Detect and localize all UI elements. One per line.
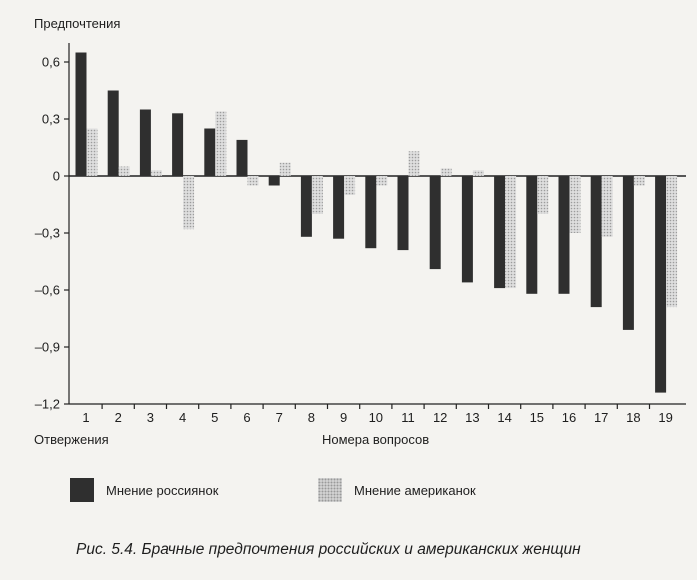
x-tick-label: 6 bbox=[243, 410, 251, 425]
bar-russian bbox=[430, 176, 441, 269]
x-tick-label: 16 bbox=[561, 410, 577, 425]
y-tick-label: 0 bbox=[52, 168, 60, 184]
x-tick-label: 12 bbox=[432, 410, 448, 425]
bar-russian bbox=[269, 176, 280, 186]
bar-russian bbox=[172, 113, 183, 176]
x-tick-label: 18 bbox=[626, 410, 641, 425]
bar-american bbox=[248, 176, 259, 186]
bar-american bbox=[312, 176, 323, 214]
bar-russian bbox=[655, 176, 666, 393]
x-tick-label: 5 bbox=[211, 410, 219, 425]
bar-russian bbox=[333, 176, 344, 239]
x-tick-label: 3 bbox=[146, 410, 155, 425]
y-tick-label: –0,3 bbox=[34, 225, 60, 241]
x-tick-label: 7 bbox=[275, 410, 283, 425]
bar-russian bbox=[204, 129, 215, 177]
legend-item-american bbox=[318, 478, 476, 502]
x-tick-label: 14 bbox=[497, 410, 512, 425]
x-tick-label: 13 bbox=[465, 410, 480, 425]
bar-american bbox=[119, 167, 130, 177]
x-tick-label: 9 bbox=[339, 410, 348, 425]
bar-russian bbox=[108, 91, 119, 177]
legend-item-russian bbox=[70, 478, 218, 502]
x-tick-label: 10 bbox=[368, 410, 384, 425]
bar-american bbox=[151, 170, 162, 176]
bar-russian bbox=[237, 140, 248, 176]
bar-american bbox=[409, 151, 420, 176]
bar-russian bbox=[591, 176, 602, 307]
bar-russian bbox=[365, 176, 376, 248]
bar-american bbox=[602, 176, 613, 237]
bar-russian bbox=[559, 176, 570, 294]
figure-caption: Рис. 5.4. Брачные предпочтения российских и американских женщин bbox=[76, 541, 581, 558]
y-tick-label: –1,2 bbox=[34, 396, 60, 412]
y-tick-label: –0,6 bbox=[34, 282, 60, 298]
y-axis-label-rejections: Отвержения bbox=[34, 432, 109, 447]
x-tick-label: 19 bbox=[658, 410, 673, 425]
y-tick-label: 0,6 bbox=[41, 54, 60, 70]
x-tick-label: 1 bbox=[82, 410, 90, 425]
bar-american bbox=[570, 176, 581, 233]
bar-russian bbox=[76, 53, 87, 177]
bar-russian bbox=[398, 176, 409, 250]
x-tick-label: 11 bbox=[401, 410, 415, 425]
x-tick-label: 15 bbox=[529, 410, 545, 425]
bar-american bbox=[280, 163, 291, 176]
bar-american bbox=[376, 176, 387, 186]
legend-swatch-russian bbox=[70, 478, 94, 502]
bar-american bbox=[473, 170, 484, 176]
legend-swatch-american bbox=[318, 478, 342, 502]
bar-russian bbox=[623, 176, 634, 330]
bar-american bbox=[344, 176, 355, 195]
y-tick-label: 0,3 bbox=[41, 111, 60, 127]
legend-label-russian: Мнение россиянок bbox=[106, 482, 219, 498]
y-tick-label: –0,9 bbox=[34, 339, 60, 355]
bar-russian bbox=[140, 110, 151, 177]
bar-american bbox=[537, 176, 548, 214]
bar-american bbox=[87, 129, 98, 177]
x-tick-label: 2 bbox=[114, 410, 122, 425]
bar-american bbox=[183, 176, 194, 229]
bar-american bbox=[441, 168, 452, 176]
bar-russian bbox=[526, 176, 537, 294]
bar-american bbox=[215, 111, 226, 176]
bar-american bbox=[634, 176, 645, 186]
bar-russian bbox=[301, 176, 312, 237]
bar-american bbox=[505, 176, 516, 288]
bar-american bbox=[666, 176, 677, 307]
x-axis-label: Номера вопросов bbox=[322, 432, 430, 447]
x-tick-label: 8 bbox=[307, 410, 316, 425]
bar-russian bbox=[494, 176, 505, 288]
legend-label-american: Мнение американок bbox=[354, 482, 476, 498]
y-axis-label-preferences: Предпочтения bbox=[34, 16, 121, 31]
x-tick-label: 4 bbox=[178, 410, 187, 425]
bar-russian bbox=[462, 176, 473, 282]
x-tick-label: 17 bbox=[593, 410, 609, 425]
